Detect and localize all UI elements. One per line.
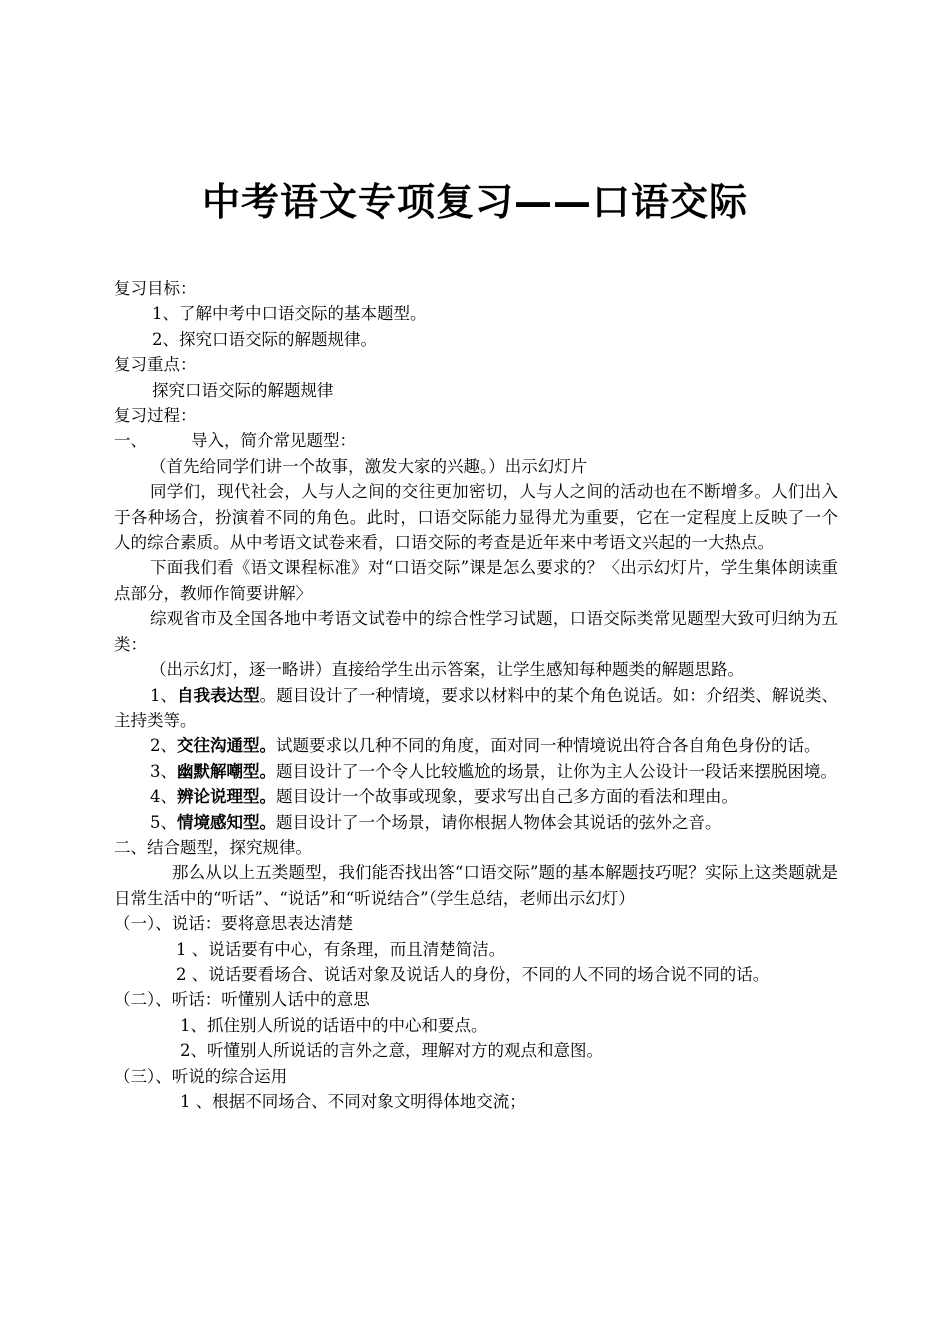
subsection-1-title: （一）、说话：要将意思表达清楚 <box>114 914 354 934</box>
type-2-desc: 试题要求以几种不同的角度，面对同一种情境说出符合各自角色身份的话。 <box>276 736 821 756</box>
goal-item-1: 1、了解中考中口语交际的基本题型。 <box>152 304 427 324</box>
subsection-3-item-1: 1 、根据不同场合、不同对象文明得体地交流； <box>180 1092 526 1111</box>
part1-heading <box>114 428 838 453</box>
goal-item-2: 2、探究口语交际的解题规律。 <box>152 329 377 349</box>
focus-heading: 复习重点： <box>114 355 197 375</box>
type-4-number: 4、 <box>150 787 177 807</box>
type-item-1 <box>114 683 838 734</box>
subsection-1-item-1: 1 、说话要有中心，有条理，而且清楚简洁。 <box>176 939 506 959</box>
paragraph-3: 下面我们看《语文课程标准》对“口语交际”课是怎么要求的？〈出示幻灯片，学生集体朗读重点部分，教师作简要讲解〉 <box>114 558 838 603</box>
type-1-number: 1、 <box>150 685 178 705</box>
focus-item-1: 探究口语交际的解题规律 <box>152 380 334 400</box>
type-5-name: 情境感知型。 <box>177 812 276 832</box>
type-3-desc: 题目设计了一个令人比较尴尬的场景，让你为主人公设计一段话来摆脱困境。 <box>276 761 837 781</box>
subsection-3-title: （三）、听说的综合运用 <box>114 1066 288 1086</box>
part1-title: 导入，简介常见题型： <box>191 431 356 451</box>
paragraph-6: 那么从以上五类题型，我们能否找出答“口语交际”题的基本解题技巧呢？实际上这类题就是日常生活中的“听话”、“说话”和“听说结合”（学生总结，老师出示幻灯） <box>114 863 838 908</box>
paragraph-2: 同学们，现代社会，人与人之间的交往更加密切，人与人之间的活动也在不断增多。人们出入于各种场合，扮演着不同的角色。此时，口语交际能力显得尤为重要，它在一定程度上反映了一个人的综合素质。从中考语文试卷来看，口语交际的考查是近年来中考语文兴起的一大热点。 <box>114 482 838 553</box>
process-heading: 复习过程： <box>114 406 197 426</box>
type-1-desc: 。题目设计了一种情境，要求以材料中的某个角色说话。如：介绍类、解说类、主持类等。 <box>114 685 839 730</box>
paragraph-5: （出示幻灯，逐一略讲）直接给学生出示答案，让学生感知每种题类的解题思路。 <box>150 660 744 680</box>
type-3-number: 3、 <box>150 761 177 781</box>
goal-heading: 复习目标： <box>114 279 197 298</box>
type-1-name: 自我表达型 <box>177 685 260 705</box>
type-item-2 <box>114 733 838 758</box>
type-4-name: 辨论说理型。 <box>177 787 276 807</box>
type-4-desc: 题目设计一个故事或现象，要求写出自己多方面的看法和理由。 <box>276 787 738 807</box>
page-title: 中考语文专项复习——口语交际 <box>201 180 748 224</box>
type-2-number: 2、 <box>150 736 177 756</box>
subsection-1-item-2: 2 、说话要看场合、说话对象及说话人的身份，不同的人不同的场合说不同的话。 <box>176 964 770 984</box>
part1-number: 一、 <box>114 431 147 451</box>
type-5-number: 5、 <box>150 812 177 832</box>
type-2-name: 交往沟通型。 <box>177 736 276 756</box>
paragraph-4: 综观省市及全国各地中考语文试卷中的综合性学习试题，口语交际类常见题型大致可归纳为五类： <box>114 609 838 654</box>
type-item-5 <box>114 810 838 835</box>
type-3-name: 幽默解嘲型。 <box>177 761 276 781</box>
subsection-2-item-2: 2、听懂别人所说话的言外之意，理解对方的观点和意图。 <box>180 1041 603 1061</box>
part2-heading: 二、结合题型，探究规律。 <box>114 837 312 857</box>
type-5-desc: 题目设计了一个场景，请你根据人物体会其说话的弦外之音。 <box>276 812 722 832</box>
document-body <box>114 276 838 1114</box>
type-item-3 <box>114 759 838 784</box>
subsection-2-item-1: 1、抓住别人所说的话语中的中心和要点。 <box>180 1015 488 1035</box>
subsection-2-title: （二）、听话：听懂别人话中的意思 <box>114 990 370 1010</box>
type-item-4 <box>114 784 838 809</box>
paragraph-1: （首先给同学们讲一个故事，激发大家的兴趣。）出示幻灯片 <box>150 456 588 476</box>
